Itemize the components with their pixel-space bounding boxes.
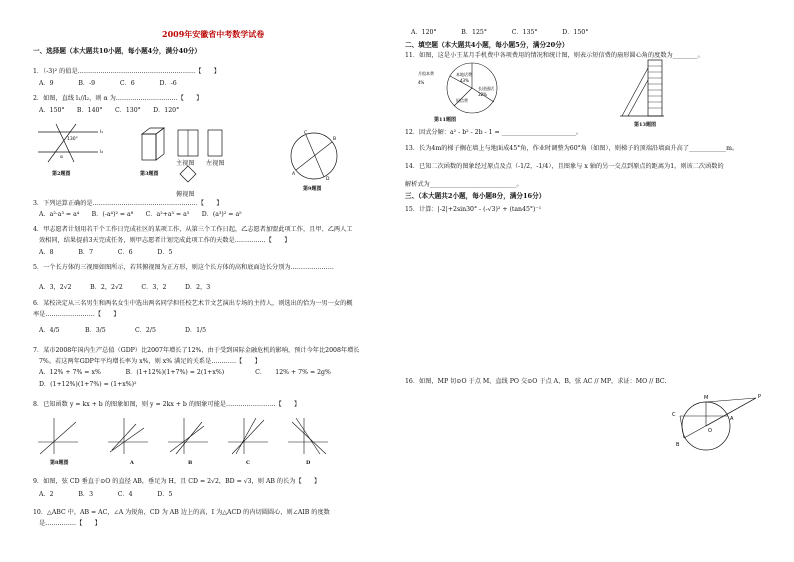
- q8-label-a: A: [130, 460, 134, 466]
- svg-text:O: O: [708, 428, 712, 434]
- q8-label-d: D: [306, 460, 311, 466]
- svg-text:长途通话: 长途通话: [478, 86, 494, 91]
- q6-option-a: A．4/5: [39, 327, 60, 334]
- q3-solid-figure: [138, 126, 168, 166]
- q9-figure-caption: 第9题图: [303, 186, 322, 192]
- q13-ladder-figure: [620, 58, 670, 120]
- svg-text:P: P: [758, 394, 762, 400]
- q11-stem: 11．如图，这是小王某月手机费中各项费用的情况和统计图，则表示短信费的扇形圆心角的度数为________。: [405, 52, 704, 59]
- svg-text:短信费: 短信费: [456, 98, 468, 103]
- q8-label-b: B: [188, 460, 193, 466]
- q10-options: A．120° B．125° C．135° D．150°: [411, 29, 589, 36]
- section1-heading: 一、选择题（本大题共10小题，每小题4分，满分40分）: [33, 47, 202, 55]
- q1-options: A．9 B．-9 C．6 D．-6: [39, 80, 177, 87]
- q6-option-c: C．2/5: [135, 327, 156, 334]
- q6-line1: 6．某校决定从三名男生和两名女生中选出两名同学担任校艺术节文艺演出专场的主持人，则选出的恰为一男一女的概: [33, 300, 353, 307]
- q2-stem: 2．如图，直线 l₁//l₂，则 α 为…………………………【 】: [33, 95, 203, 102]
- svg-text:C: C: [672, 412, 676, 418]
- q3-stem: 3．下列运算正确的是……………………………………………【 】: [33, 200, 223, 207]
- q3-figure-caption: 第3题图: [140, 171, 159, 177]
- q16-text: 16．如图，MP 切⊙O 于点 M，直线 PO 交⊙O 于点 A、B，弦 AC // MP，求证：MO // BC.: [405, 378, 667, 385]
- q11-figure-caption: 第11题图: [434, 117, 456, 123]
- q7-line1: 7．某市2008年国内生产总值（GDP）比2007年增长了12%，由于受到国际金融危机的影响，预计今年比2008年增长: [33, 347, 360, 354]
- q4-options: A．8 B．7 C．6 D．5: [39, 249, 173, 256]
- svg-text:B: B: [333, 137, 337, 142]
- q3-views-figure: [176, 128, 236, 188]
- q8-graphs: [36, 414, 336, 458]
- svg-text:D: D: [326, 177, 330, 182]
- exam-title: 2009年安徽省中考数学试卷: [162, 29, 265, 39]
- q4-line1: 4．甲志愿者计划用若干个工作日完成社区的某项工作，从第三个工作日起，乙志愿者加盟此项工作，且甲、乙两人工: [33, 226, 353, 233]
- svg-text:α: α: [60, 155, 63, 160]
- q6-line2: 率是……………………【 】: [33, 311, 120, 318]
- q3-side-view-label: 左视图: [206, 160, 225, 167]
- q3-options: A．a²·a³ = a⁴ B．(-a⁴)² = a⁸ C．a²+a³ = a⁵ D．(a³)² = a⁵: [39, 211, 242, 218]
- q2-options: A．150° B．140° C．130° D．120°: [39, 107, 180, 114]
- q14-line2: 解析式为____________________________。: [405, 181, 523, 188]
- svg-text:l₁: l₁: [100, 130, 104, 135]
- svg-text:43%: 43%: [460, 78, 469, 83]
- q9-circle-figure: [286, 130, 346, 184]
- q10-line1: 10．△ABC 中，AB = AC，∠A 为锐角，CD 为 AB 边上的高，I 为△ACD 的内切圆圆心，则∠AIB 的度数: [33, 509, 330, 516]
- q13-figure-caption: 第13题图: [634, 122, 656, 128]
- svg-text:B: B: [676, 442, 680, 448]
- svg-text:M: M: [704, 395, 709, 401]
- svg-text:130°: 130°: [67, 137, 78, 142]
- q6-option-b: B．3/5: [85, 327, 106, 334]
- q5-stem: 5．一个长方体的三视图如图所示，若其俯视图为正方形，则这个长方体的高和底面边长分别为…………………: [33, 264, 334, 271]
- q5-options: A．3，2√2 B．2，2√2 C．3，2 D．2，3: [39, 284, 211, 291]
- q3-front-view-label: 主视图: [176, 160, 195, 167]
- q9-stem: 9．如图，弦 CD 垂直于⊙O 的直径 AB，垂足为 H，且 CD = 2√2，BD = √3，则 AB 的长为【 】: [33, 478, 321, 485]
- svg-text:4%: 4%: [418, 80, 425, 85]
- q6-option-d: D．1/5: [185, 327, 207, 334]
- q12-text: 12．因式分解：a² - b² - 2b - 1 = ________________________。: [405, 129, 583, 136]
- q7-options-row2: D．(1+12%)(1+7%) = (1+x%)²: [39, 381, 137, 388]
- q10-line2: 是……………【 】: [39, 520, 101, 527]
- q8-label-c: C: [246, 460, 250, 466]
- q11-pie-chart: [416, 62, 526, 114]
- svg-text:A: A: [292, 172, 296, 177]
- q8-figure-caption: 第8题图: [50, 460, 69, 466]
- svg-text:A: A: [730, 416, 734, 422]
- section3-heading: 三、（本大题共2小题，每小题8分，满分16分）: [405, 192, 546, 200]
- q14-line1: 14．已知二次函数的图象经过原点及点（-1/2，-1/4），且图象与 x 轴的另一交点到原点的距离为1，则该二次函数的: [405, 163, 724, 170]
- q7-line2: 7%。若这两年GDP年平均增长率为 x%，则 x% 满足的关系是…………【 】: [39, 358, 261, 365]
- q4-line2: 效相同，结果提前3天完成任务，则甲志愿者计划完成此项工作的天数是……………【 】: [39, 237, 291, 244]
- q2-figure: [36, 122, 106, 168]
- q3-top-view-label: 俯视图: [176, 191, 195, 198]
- q13-line1: 13．长为4m的梯子搁在墙上与地面成45°角，作业时调整为60°角（如图），则梯子的顶端沿墙面升高了____________m。: [405, 145, 739, 152]
- q2-figure-caption: 第2题图: [52, 171, 71, 177]
- svg-text:本地话费: 本地话费: [456, 72, 472, 77]
- section2-heading: 二、填空题（本大题共4小题，每小题5分，满分20分）: [405, 41, 569, 49]
- q9-options: A．2 B．3 C．4 D．5: [39, 491, 173, 498]
- svg-text:l₂: l₂: [100, 150, 104, 155]
- q16-figure: [666, 388, 766, 454]
- svg-text:C: C: [304, 131, 308, 136]
- q7-options-row1: A．12% + 7% = x% B．(1+12%)(1+7%) = 2(1+x%) C． 12% + 7% = 2g%: [39, 369, 331, 376]
- q15-text: 15．计算：|-2|+2sin30° - (-√3)² + (tan45°)⁻¹: [405, 206, 542, 213]
- svg-text:月租本费: 月租本费: [418, 71, 434, 76]
- q8-stem: 8．已知函数 y = kx + b 的图象如图，则 y = 2kx + b 的图象可能是……………………【 】: [33, 401, 301, 408]
- q1-stem: 1．（-3)² 的值是…………………………………………………【 】: [33, 68, 220, 75]
- svg-text:32%: 32%: [478, 92, 487, 97]
